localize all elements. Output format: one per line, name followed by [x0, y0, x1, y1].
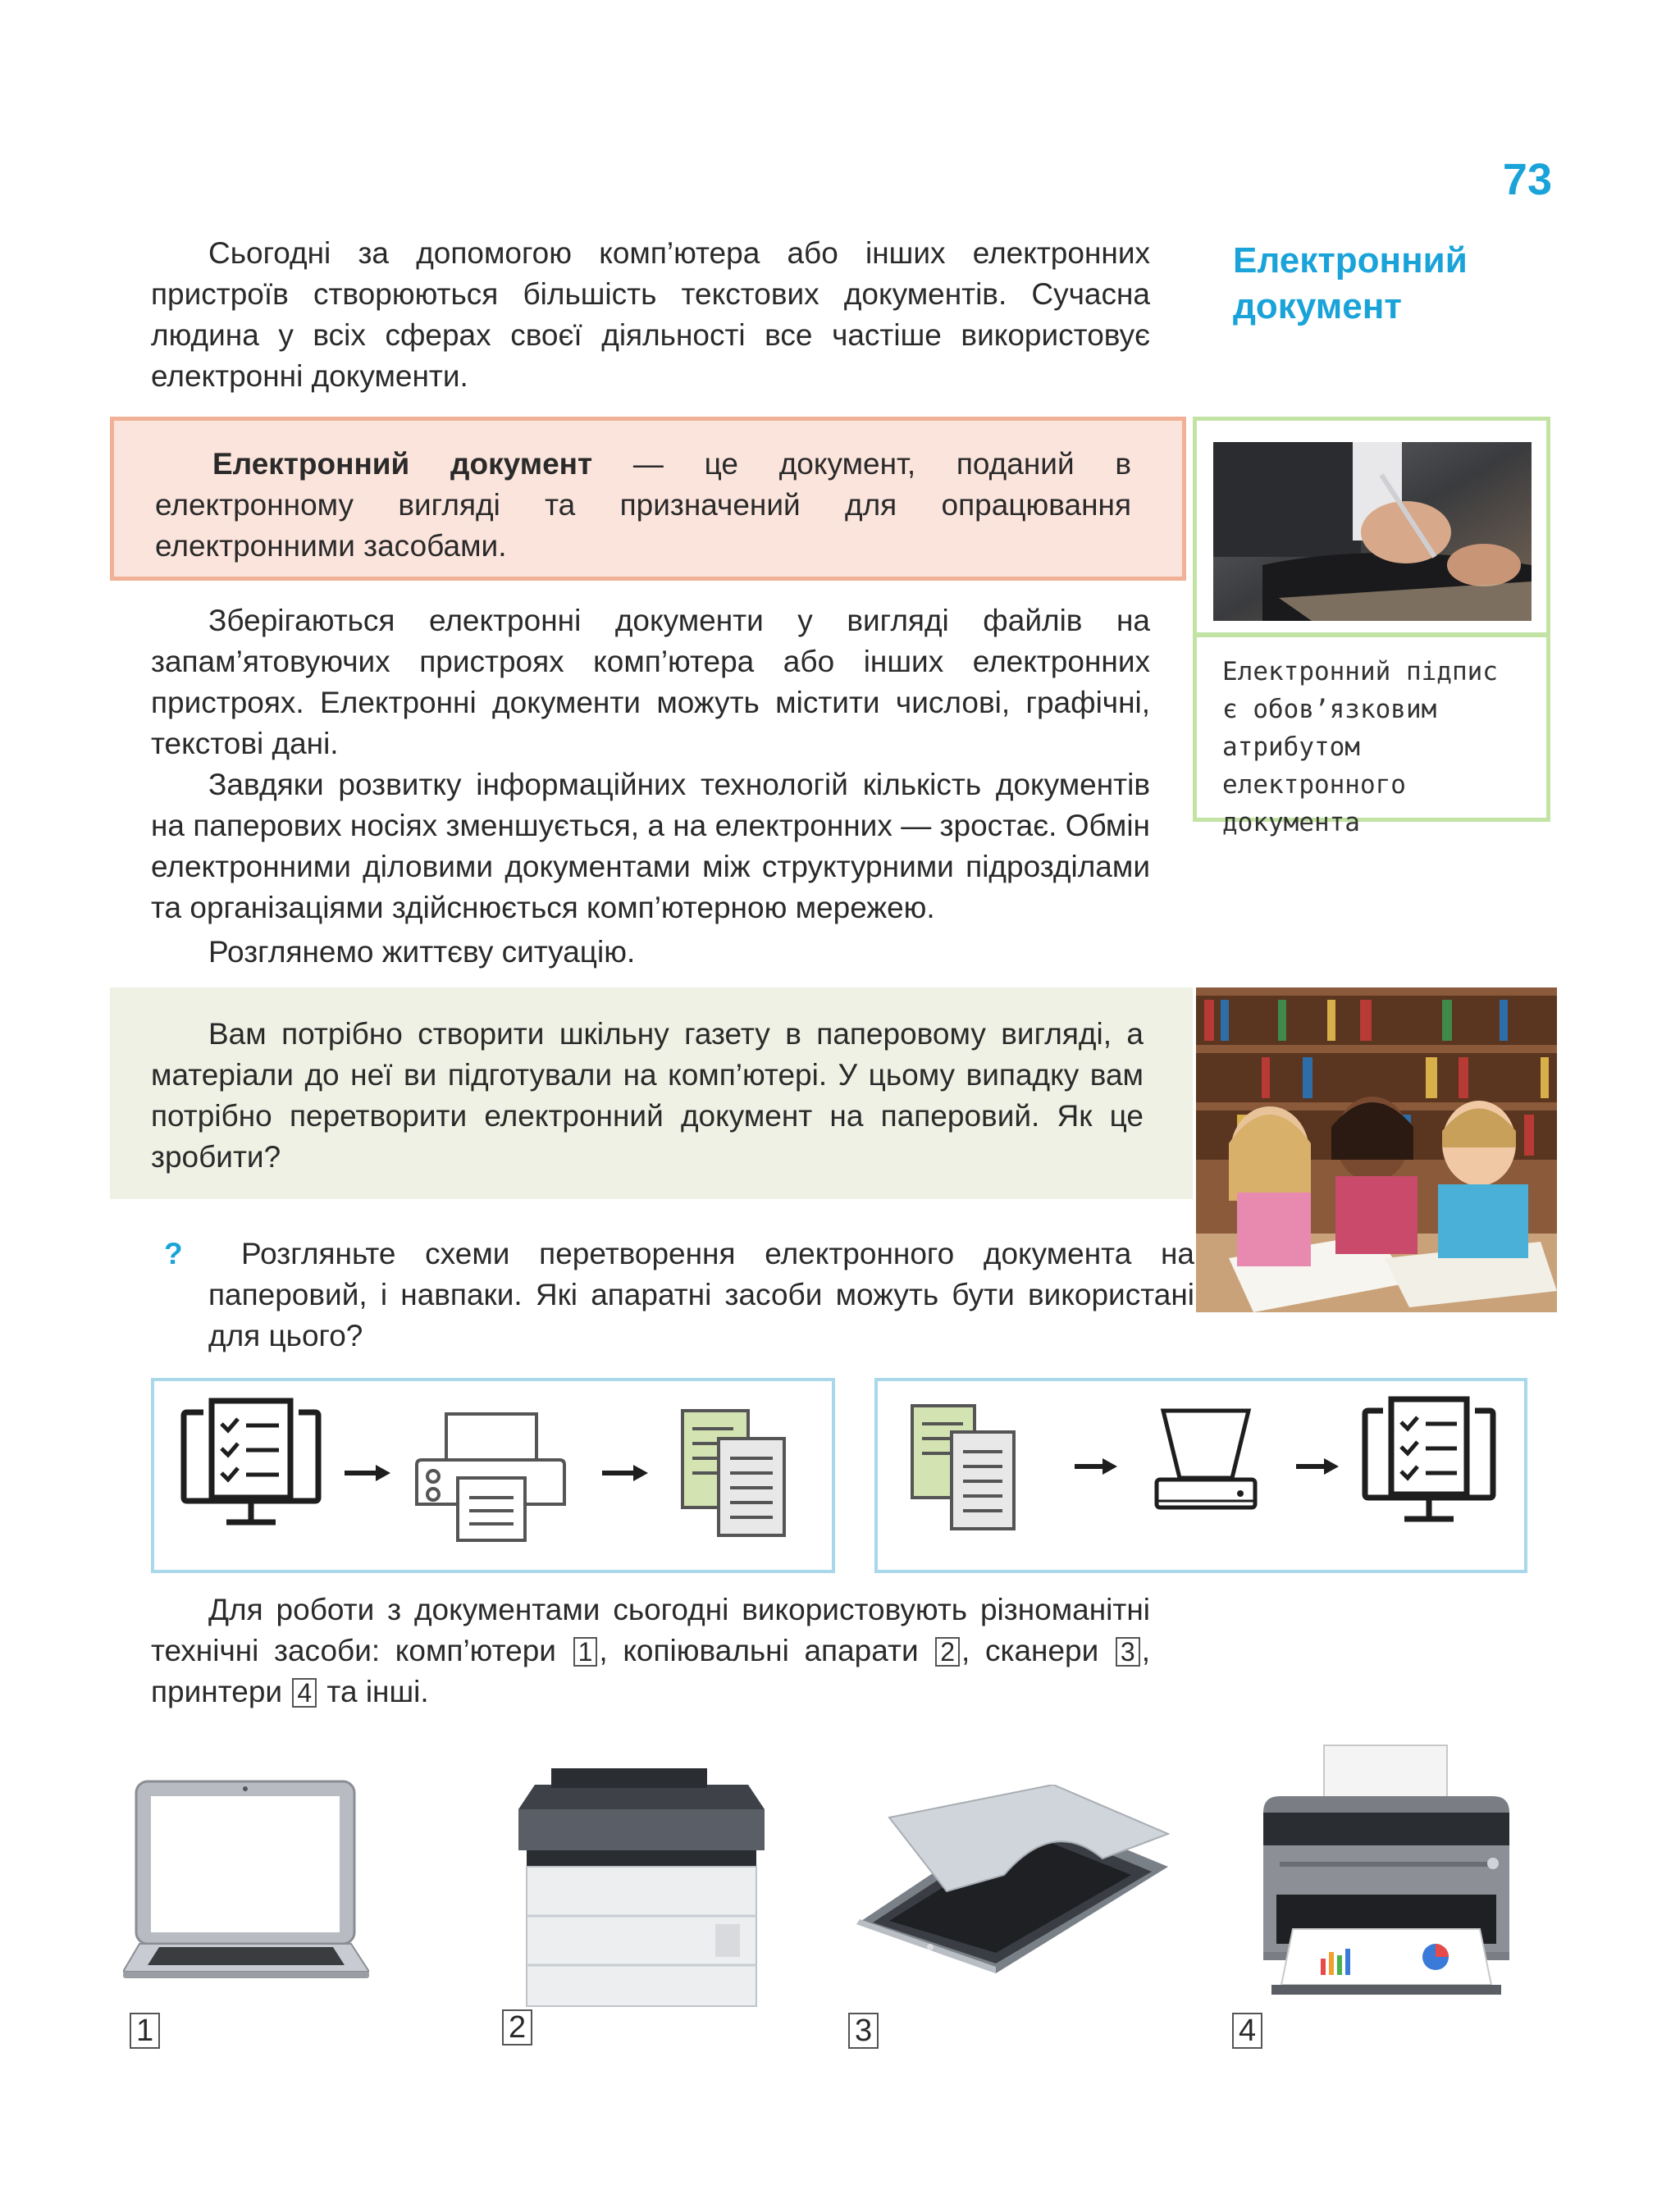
devices-text-5: та інші.	[318, 1675, 429, 1708]
intro-paragraph: Сьогодні за допомогою комп’ютера або інших електронних пристроїв створюються більшість текстових документів. Сучасна людина у всіх сферах своєї діяльності все частіше використовує електронні документи.	[151, 236, 1150, 393]
ref-number-4: 4	[292, 1678, 317, 1708]
question-paragraph	[164, 1234, 1194, 1357]
device-label-1: 1	[130, 2013, 160, 2049]
laptop-image	[123, 1772, 369, 1985]
arrow-right-icon	[602, 1465, 648, 1481]
scheme-scan	[874, 1378, 1527, 1573]
arrow-right-icon	[345, 1465, 390, 1481]
scheme-print	[151, 1378, 835, 1573]
monitor-checklist-icon	[184, 1401, 318, 1522]
definition-paragraph	[155, 444, 1131, 567]
definition-box	[110, 417, 1186, 581]
devices-text-2: , копіювальні апарати	[599, 1634, 934, 1667]
printer-image	[1247, 1739, 1526, 2001]
ref-number-3: 3	[1116, 1637, 1140, 1667]
ref-number-2: 2	[935, 1637, 960, 1667]
caption-divider	[1197, 632, 1546, 637]
devices-text-4: , принтери	[151, 1634, 1150, 1708]
definition-text: — це документ, поданий в електронному вигляді та призначений для опрацювання електронними засобами.	[155, 447, 1131, 563]
paper-documents-icon	[912, 1406, 1014, 1529]
devices-text-1: Для роботи з документами сьогодні використовують різноманітні технічні засоби: комп’ютери	[151, 1593, 1150, 1667]
device-label-4: 4	[1232, 2013, 1262, 2049]
question-text: Розгляньте схеми перетворення електронного документа на паперовий, і навпаки. Які апаратні засоби можуть бути використані для цього?	[208, 1237, 1195, 1352]
signature-caption: Електронний підпис є обов’язковим атрибутом електронного документа	[1222, 657, 1498, 837]
question-icon: ?	[164, 1237, 183, 1270]
devices-paragraph	[151, 1589, 1150, 1713]
situation-text: Вам потрібно створити шкільну газету в паперовому вигляді, а матеріали до неї ви підготували на комп’ютері. У цьому випадку вам потрібно перетворити електронний документ на паперовий. Як це зробити?	[151, 1017, 1144, 1174]
side-heading: Електронний документ	[1233, 240, 1468, 326]
arrow-right-icon	[1075, 1458, 1117, 1475]
development-paragraph: Завдяки розвитку інформаційних технологій кількість документів на паперових носіях зменшується, а на електронних — зростає. Обмін електронними діловими документами між структурними підрозділами та організаціями здійснюється комп’ютерною мережею.	[151, 768, 1150, 924]
ref-number-1: 1	[573, 1637, 598, 1667]
printer-icon	[417, 1414, 564, 1540]
library-children-photo	[1196, 987, 1557, 1312]
device-label-2: 2	[502, 2009, 532, 2046]
monitor-checklist-icon	[1365, 1399, 1493, 1519]
paper-documents-icon	[682, 1411, 784, 1535]
storage-paragraph: Зберігаються електронні документи у вигляді файлів на запам’ятовуючих пристроях комп’ютера або інших електронних пристроях. Електронні документи можуть містити числові, графічні, текстові дані.	[151, 604, 1150, 760]
situation-box	[110, 987, 1193, 1199]
signing-tablet-photo	[1213, 442, 1532, 621]
copier-image	[502, 1760, 773, 2014]
definition-term: Електронний документ	[212, 447, 593, 481]
page-number: 73	[1502, 155, 1552, 204]
device-label-3: 3	[848, 2013, 879, 2049]
scanner-image	[840, 1785, 1185, 1973]
scanner-icon	[1157, 1411, 1255, 1507]
situation-intro: Розглянемо життєву ситуацію.	[208, 935, 636, 969]
arrow-right-icon	[1296, 1458, 1339, 1475]
devices-text-3: , сканери	[961, 1634, 1114, 1667]
